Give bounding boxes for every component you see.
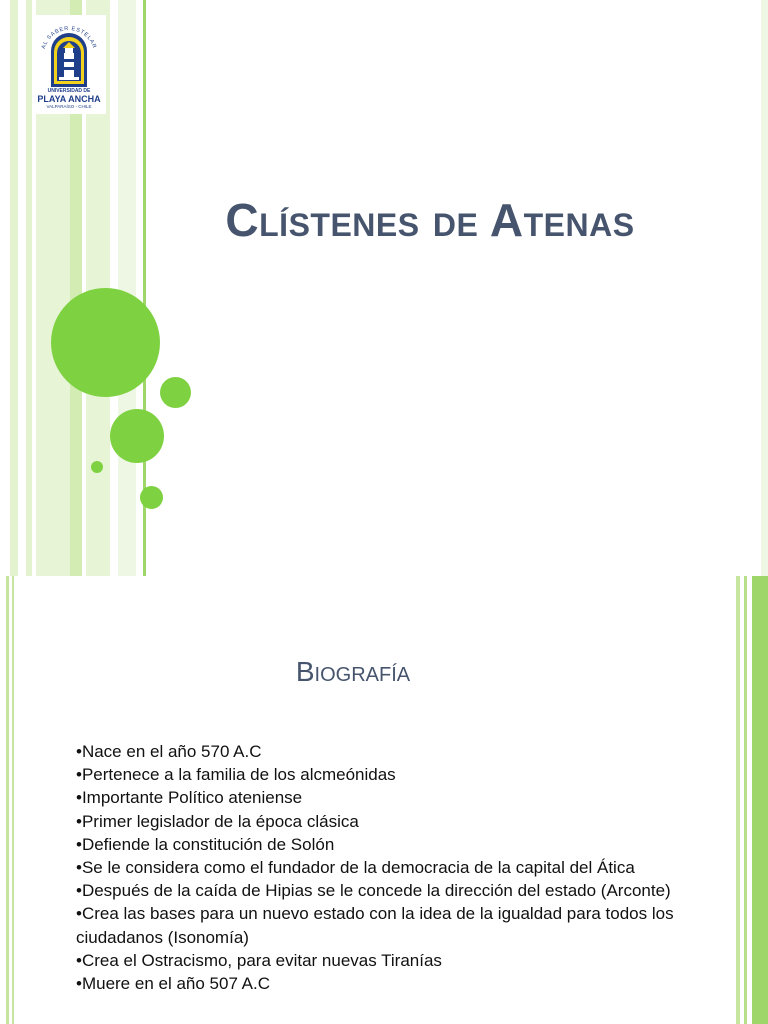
- list-item: • Crea el Ostracismo, para evitar nuevas Tiranías: [76, 949, 686, 972]
- list-item: • Defiende la constitución de Solón: [76, 833, 686, 856]
- logo-line-2: PLAYA ANCHA: [37, 94, 101, 104]
- decorative-circle: [51, 288, 160, 397]
- decorative-stripe: [736, 576, 740, 1024]
- list-item: • Muere en el año 507 A.C: [76, 972, 686, 995]
- logo-line-3: VALPARAÍSO - CHILE: [46, 104, 92, 109]
- decorative-circle: [160, 377, 191, 408]
- decorative-circle: [91, 461, 103, 473]
- lighthouse-emblem-icon: [32, 15, 106, 89]
- decorative-stripe: [752, 576, 768, 1024]
- biography-list: [76, 740, 686, 995]
- slide-heading: Biografía: [295, 656, 411, 687]
- logo-line-1: UNIVERSIDAD DE: [47, 88, 91, 94]
- decorative-circle: [110, 409, 164, 463]
- slide-title: Clístenes de Atenas: [225, 194, 635, 246]
- logo-wordmark: [32, 88, 106, 110]
- decorative-stripe: [118, 0, 136, 576]
- biography-slide: [0, 576, 768, 1024]
- list-item: • Nace en el año 570 A.C: [76, 740, 686, 763]
- decorative-stripe: [10, 0, 18, 576]
- university-logo: [32, 15, 106, 114]
- list-item: • Se le considera como el fundador de la democracia de la capital del Ática: [76, 856, 686, 879]
- decorative-stripe: [12, 576, 14, 1024]
- decorative-stripe: [6, 576, 9, 1024]
- logo-arc-text: AL SABER ESTELAR: [40, 25, 98, 50]
- decorative-stripe: [744, 576, 747, 1024]
- list-item: • Crea las bases para un nuevo estado con la idea de la igualdad para todos los ciudadanos (Isonomía): [76, 902, 686, 948]
- list-item: • Importante Político ateniense: [76, 786, 686, 809]
- decorative-circle: [140, 486, 163, 509]
- decorative-stripe: [761, 0, 768, 576]
- list-item: • Después de la caída de Hipias se le concede la dirección del estado (Arconte): [76, 879, 686, 902]
- list-item: • Primer legislador de la época clásica: [76, 810, 686, 833]
- list-item: • Pertenece a la familia de los alcmeónidas: [76, 763, 686, 786]
